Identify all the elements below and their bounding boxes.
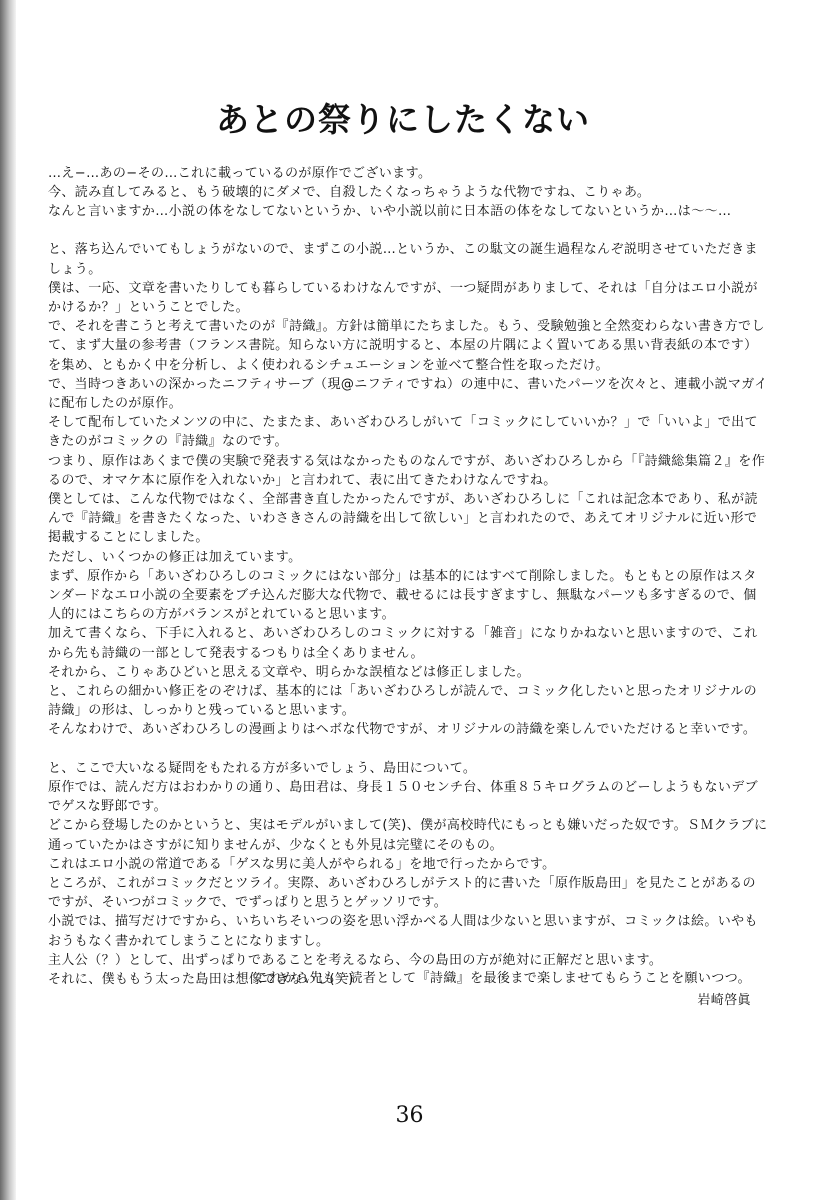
paragraph: …え−…あの−その…これに載っているのが原作でございます。 <box>48 165 432 181</box>
paragraph: 僕は、一応、文章を書いたりしても暮らしているわけなんですが、一つ疑問がありまして、それは「自分はエロ小説がかけるか？」ということでした。 <box>48 280 758 315</box>
paragraph: それに、僕ももう太った島田は想像できないし(笑) <box>48 972 354 988</box>
paragraph: で、それを書こうと考えて書いたのが『詩織』。方針は簡単にたちました。もう、受験勉強と全然変わらない書き方でして、まず大量の参考書（フランス書院。知らない方に説明すると、本屋の片隅によく置いてある黒い背表紙の本です）を集め、ともかく中を分析し、よく使われるシチュエーションを並べて整合性を取っただけ。 <box>48 319 765 373</box>
closing-line: これから先も一読者として『詩織』を最後まで楽しませてもらうことを願いつつ。 <box>255 971 751 986</box>
paragraph: と、落ち込んでいてもしょうがないので、まずこの小説…というか、この駄文の誕生過程なんぞ説明させていただきましょう。 <box>48 242 758 277</box>
author-signature: 岩崎啓眞 <box>697 993 751 1008</box>
document-page <box>38 100 768 989</box>
paragraph: 主人公（？）として、出ずっぱりであることを考えるなら、今の島田の方が絶対に正解だと思います。 <box>48 952 663 968</box>
paragraph: と、ここで大いなる疑問をもたれる方が多いでしょう、島田について。 <box>48 760 477 776</box>
paragraph: つまり、原作はあくまで僕の実験で発表する気はなかったものなんですが、あいざわひろしから「『詩織総集篇２』を作るので、オマケ本に原作を入れないか」と言われて、表に出てきたわけなんですね。 <box>48 453 766 488</box>
paragraph: そんなわけで、あいざわひろしの漫画よりはヘボな代物ですが、オリジナルの詩織を楽しんでいただけると幸いです。 <box>48 722 757 738</box>
book-binding-shadow <box>0 0 16 1200</box>
paragraph: で、当時つきあいの深かったニフティサーブ（現@ニフティですね）の連中に、書いたパーツを次々と、連載小説マガイに配布したのが原作。 <box>48 376 768 412</box>
paragraph: まず、原作から「あいざわひろしのコミックにはない部分」は基本的にはすべて削除しました。もともとの原作はスタンダードなエロ小説の全要素をブチ込んだ膨大な代物で、載せるには長すぎますし、無駄なパーツも多すぎるので、個人的にはこちらの方がバランスがとれていると思います。 <box>48 568 757 623</box>
paragraph: 小説では、描写だけですから、いちいちそいつの姿を思い浮かべる人間は少ないと思いますが、コミックは絵。いやもおうもなく書かれてしまうことになりますし。 <box>48 914 758 949</box>
paragraph: ところが、これがコミックだとツライ。実際、あいざわひろしがテスト的に書いた「原作版島田」を見たことがあるのですが、そいつがコミックで、でずっぱりと思うとゲッソリです。 <box>48 876 756 911</box>
paragraph: ただし、いくつかの修正は加えています。 <box>48 549 302 565</box>
paragraph: それから、こりゃあひどいと思える文章や、明らかな誤植などは修正しました。 <box>48 664 531 680</box>
page-number: 36 <box>395 1103 424 1128</box>
closing-block <box>256 968 751 1012</box>
paragraph: どこから登場したのかというと、実はモデルがいまして(笑)、僕が高校時代にもっとも嫌いだった奴です。ＳＭクラブに通っていたかはさすがに知りませんが、少なくとも外見は完璧にそのもの。 <box>48 818 768 853</box>
paragraph: 原作では、読んだ方はおわかりの通り、島田君は、身長１５０センチ台、体重８５キログラムのどーしようもないデブでゲスな野郎です。 <box>48 780 759 815</box>
paragraph: 加えて書くなら、下手に入れると、あいざわひろしのコミックに対する「雑音」になりかねないと思いますので、これから先も詩織の一部として発表するつもりは全くありません。 <box>48 626 758 661</box>
paragraph-gap <box>38 740 768 759</box>
page-title: あとの祭りにしたくない <box>216 100 590 139</box>
paragraph: これはエロ小説の常道である「ゲスな男に美人がやられる」を地で行ったからです。 <box>48 856 556 872</box>
paragraph: なんと言いますか…小説の体をなしてないというか、いや小説以前に日本語の体をなしてないというか…は〜〜… <box>48 204 732 219</box>
paragraph: そして配布していたメンツの中に、たまたま、あいざわひろしがいて「コミックにしていいか？」で「いいよ」で出てきたのがコミックの『詩織』なのです。 <box>48 415 758 450</box>
paragraph: と、これらの細かい修正をのぞけば、基本的には「あいざわひろしが読んで、コミック化したいと思ったオリジナルの詩織」の形は、しっかりと残っていると思います。 <box>48 684 758 719</box>
paragraph-gap <box>38 221 768 240</box>
paragraph: 僕としては、こんな代物ではなく、全部書き直したかったんですが、あいざわひろしに「これは記念本であり、私が読んで『詩織』を書きたくなった、いわさきさんの詩織を出して欲しい」と言われたので、あえてオリジナルに近い形で掲載することにしました。 <box>48 492 758 546</box>
paragraph: 今、読み直してみると、もう破壊的にダメで、自殺したくなっちゃうような代物ですね、こりゃあ。 <box>48 184 651 200</box>
body-text <box>38 164 768 990</box>
